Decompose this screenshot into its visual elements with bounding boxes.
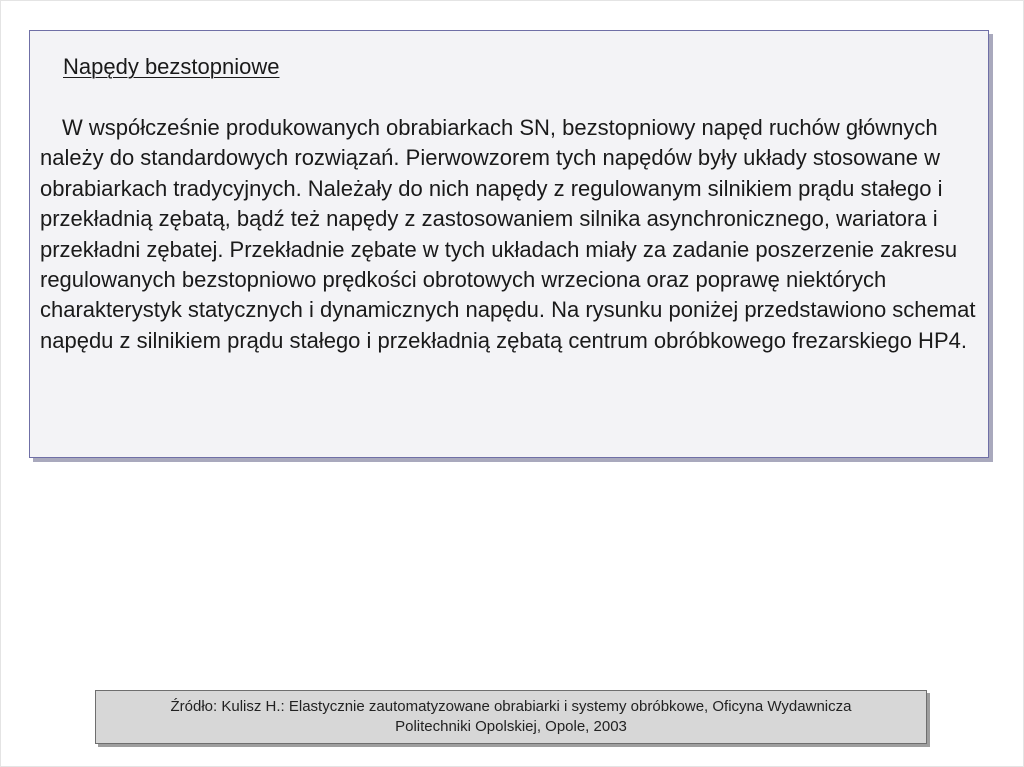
slide-heading: Napędy bezstopniowe <box>63 54 280 79</box>
source-citation <box>101 697 921 737</box>
source-citation-line-1: Źródło: Kulisz H.: Elastycznie zautomatyzowane obrabiarki i systemy obróbkowe, Oficyna Wydawnicza <box>170 698 852 715</box>
content-box <box>29 30 989 458</box>
source-citation-box <box>95 690 927 744</box>
slide-body-text: W współcześnie produkowanych obrabiarkach SN, bezstopniowy napęd ruchów głównych należy do standardowych rozwiązań. Pierwowzorem tych napędów były układy stosowane w obrabiarkach tradycyjnych. Należały do nich napędy z regulowanym silnikiem prądu stałego i przekładnią zębatą, bądź też napędy z zastosowaniem silnika asynchronicznego, wariatora i przekładni zębatej. Przekładnie zębate w tych układach miały za zadanie poszerzenie zakresu regulowanych bezstopniowo prędkości obrotowych wrzeciona oraz poprawę niektórych charakterystyk statycznych i dynamicznych napędu. Na rysunku poniżej przedstawiono schemat napędu z silnikiem prądu stałego i przekładnią zębatą centrum obróbkowego frezarskiego HP4. <box>40 115 976 353</box>
source-citation-line-2: Politechniki Opolskiej, Opole, 2003 <box>395 718 627 735</box>
